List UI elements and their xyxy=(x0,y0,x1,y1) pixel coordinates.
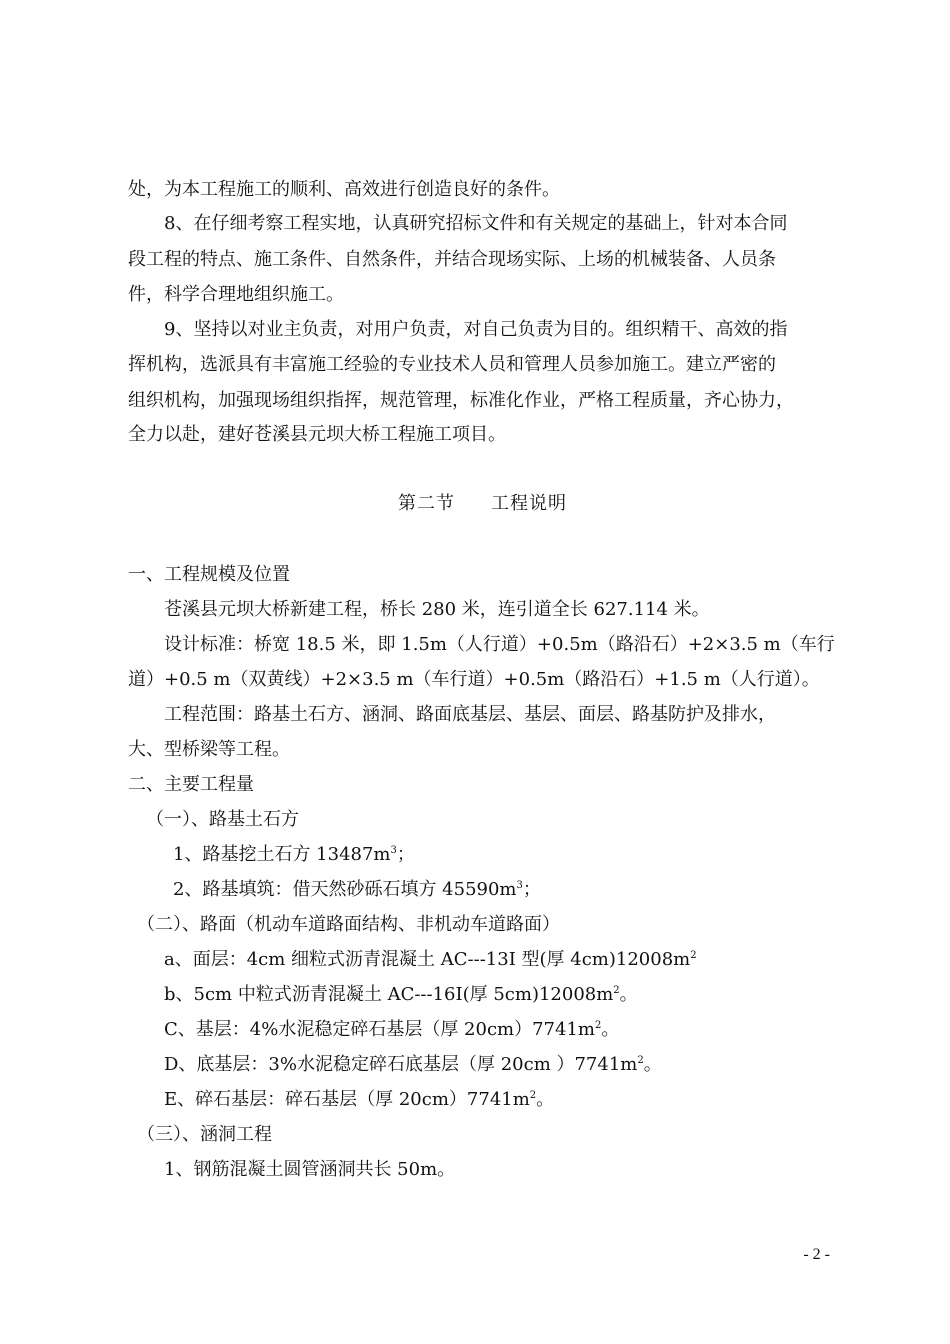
subheading: （一）、路基土石方 xyxy=(146,809,299,830)
paragraph-line: 设计标准：桥宽 18.5 米，即 1.5m（人行道）+0.5m（路沿石）+2×3.5 m（车行 xyxy=(164,634,835,655)
list-item: 1、钢筋混凝土圆管涵洞共长 50m。 xyxy=(164,1159,456,1180)
paragraph-line: 8、在仔细考察工程实地，认真研究招标文件和有关规定的基础上，针对本合同 xyxy=(164,213,788,234)
section-number: 第二节 xyxy=(398,493,455,514)
list-item: b、5cm 中粒式沥青混凝土 AC---16I(厚 $5cm)12008m^2$。 xyxy=(164,984,638,1005)
subheading: （三）、涵洞工程 xyxy=(137,1124,272,1145)
list-item: E、碎石基层：碎石基层（厚 $20cm)7741m^2$。 xyxy=(164,1089,555,1110)
subheading: （二）、路面（机动车道路面结构、非机动车道路面） xyxy=(137,914,560,935)
list-item: D、底基层：3%水泥稳定碎石底基层（厚 20cm ）$7741m^2$。 xyxy=(164,1054,662,1075)
section-name: 工程说明 xyxy=(491,493,567,514)
paragraph-line: 处，为本工程施工的顺利、高效进行创造良好的条件。 xyxy=(128,179,560,200)
paragraph-line: 段工程的特点、施工条件、自然条件，并结合现场实际、上场的机械装备、人员条 xyxy=(128,249,776,270)
heading: 一、工程规模及位置 xyxy=(128,564,290,585)
page-number: - 2 - xyxy=(803,1246,830,1263)
heading: 二、主要工程量 xyxy=(128,774,254,795)
paragraph-line: 组织机构，加强现场组织指挥，规范管理，标准化作业，严格工程质量，齐心协力， xyxy=(128,390,794,411)
list-item: C、基层：4%水泥稳定碎石基层（厚 $20cm)7741m^2$。 xyxy=(164,1019,620,1040)
section-title xyxy=(398,492,567,516)
list-item: 1、路基挖土石方 $13487m^3$； xyxy=(173,844,415,865)
paragraph-line: 9、坚持以对业主负责，对用户负责，对自己负责为目的。组织精干、高效的指 xyxy=(164,319,788,340)
paragraph-line: 工程范围：路基土石方、涵洞、路面底基层、基层、面层、路基防护及排水， xyxy=(164,704,776,725)
paragraph-line: 挥机构，选派具有丰富施工经验的专业技术人员和管理人员参加施工。建立严密的 xyxy=(128,354,776,375)
list-item: 2、路基填筑：借天然砂砾石填方 $45590m^3$； xyxy=(173,879,541,900)
list-item: a、面层：4cm 细粒式沥青混凝土 AC---13I 型(厚 $4cm)12008m^2$ xyxy=(164,949,697,970)
paragraph-line: 道）+0.5 m（双黄线）+2×3.5 m（车行道）+0.5m（路沿石）+1.5 m（人行道）。 xyxy=(128,669,820,690)
paragraph-line: 全力以赴，建好苍溪县元坝大桥工程施工项目。 xyxy=(128,424,506,445)
paragraph-line: 大、型桥梁等工程。 xyxy=(128,739,290,760)
paragraph-line: 苍溪县元坝大桥新建工程，桥长 280 米，连引道全长 627.114 米。 xyxy=(164,599,710,620)
paragraph-line: 件，科学合理地组织施工。 xyxy=(128,284,344,305)
